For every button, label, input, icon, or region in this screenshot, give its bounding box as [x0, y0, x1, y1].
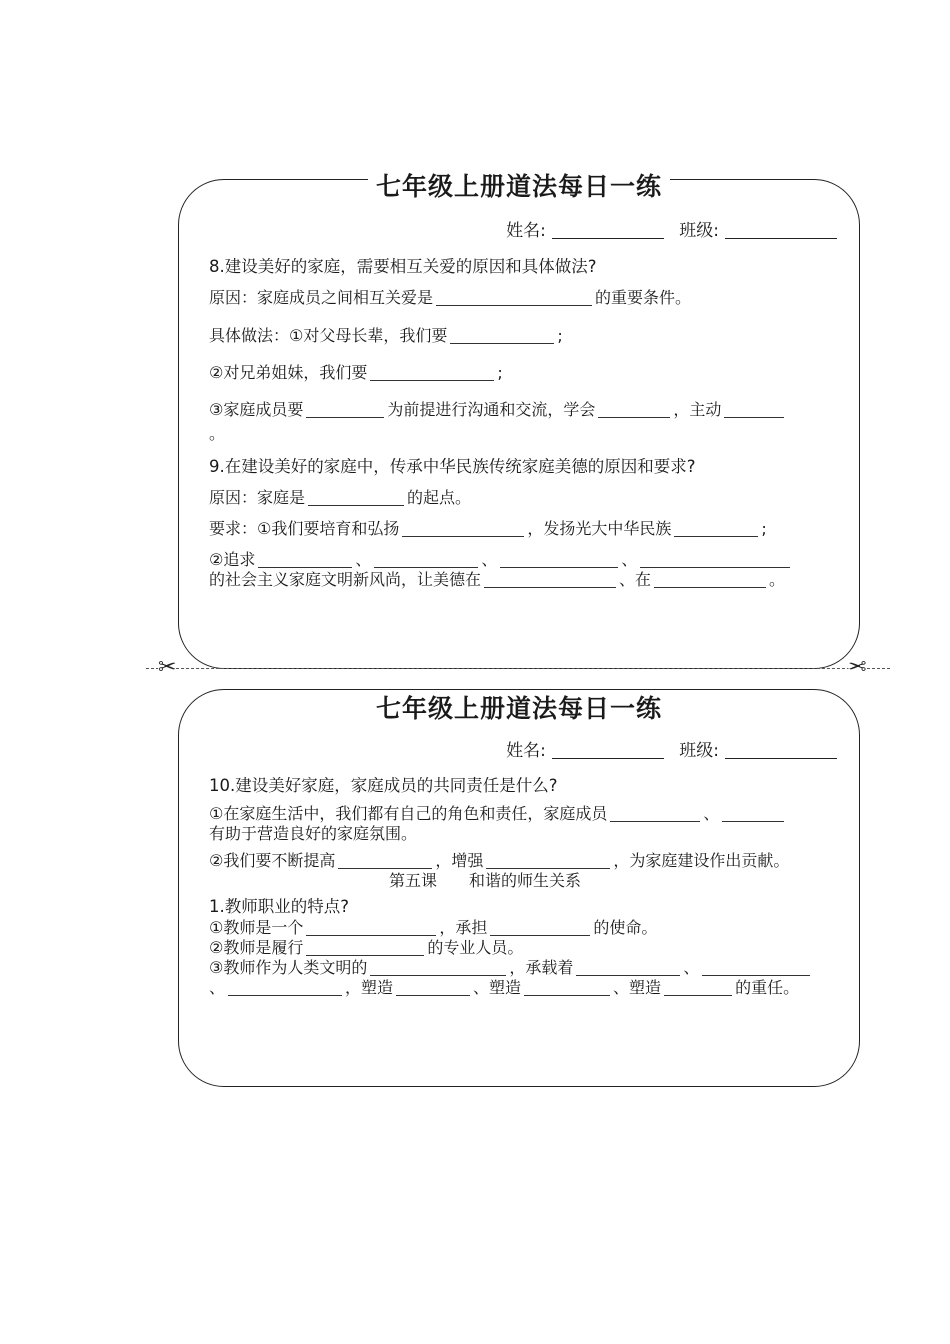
q1-answer-3: ③教师作为人类文明的 ，承载着 、 — [209, 958, 813, 978]
fill-blank[interactable] — [664, 978, 732, 996]
class-blank[interactable] — [725, 220, 837, 239]
question-8: 8.建设美好的家庭，需要相互关爱的原因和具体做法? — [209, 257, 597, 276]
fill-blank[interactable] — [654, 570, 766, 588]
worksheet-card-2 — [178, 689, 860, 1087]
fill-blank[interactable] — [486, 851, 610, 869]
scissors-icon: ✂ — [848, 655, 867, 680]
q8-method-2: ②对兄弟姐妹，我们要 ; — [209, 363, 503, 382]
lesson-heading: 第五课 和谐的师生关系 — [389, 871, 582, 890]
fill-blank[interactable] — [228, 978, 342, 996]
fill-blank[interactable] — [450, 326, 554, 344]
name-class-row — [506, 736, 847, 761]
class-blank[interactable] — [725, 740, 837, 759]
fill-blank[interactable] — [524, 978, 610, 996]
q9-requirement-2: ②追求 、 、 、 — [209, 550, 793, 570]
fill-blank[interactable] — [402, 519, 524, 537]
name-blank[interactable] — [552, 220, 664, 239]
card-title: 七年级上册道法每日一练 — [179, 172, 859, 202]
cut-line — [146, 668, 890, 669]
fill-blank[interactable] — [484, 570, 616, 588]
fill-blank[interactable] — [490, 918, 590, 936]
q8-reason: 原因：家庭成员之间相互关爱是 的重要条件。 — [209, 288, 692, 307]
fill-blank[interactable] — [576, 958, 680, 976]
name-class-row — [506, 216, 847, 241]
fill-blank[interactable] — [640, 550, 790, 568]
q1-answer-3b: 、 ，塑造 、塑造 、塑造 的重任。 — [209, 978, 800, 997]
q8-method-1: 具体做法：①对父母长辈，我们要 ; — [209, 326, 563, 345]
name-label: 姓名: — [506, 741, 546, 761]
q1-answer-2: ②教师是履行 的专业人员。 — [209, 938, 524, 957]
fill-blank[interactable] — [598, 400, 670, 418]
fill-blank[interactable] — [722, 804, 784, 822]
name-blank[interactable] — [552, 740, 664, 759]
q9-reason: 原因：家庭是 的起点。 — [209, 488, 472, 507]
class-label: 班级: — [679, 221, 719, 241]
fill-blank[interactable] — [724, 400, 784, 418]
fill-blank[interactable] — [308, 488, 404, 506]
q8-method-3: ③家庭成员要 为前提进行沟通和交流，学会 ，主动 — [209, 400, 787, 420]
worksheet-card-1 — [178, 172, 860, 669]
q10-answer-2: ②我们要不断提高 ，增强 ，为家庭建设作出贡献。 — [209, 851, 790, 870]
fill-blank[interactable] — [258, 550, 352, 568]
fill-blank[interactable] — [306, 400, 384, 418]
fill-blank[interactable] — [370, 958, 506, 976]
fill-blank[interactable] — [702, 958, 810, 976]
scissors-icon: ✂ — [158, 655, 177, 680]
fill-blank[interactable] — [610, 804, 700, 822]
fill-blank[interactable] — [500, 550, 618, 568]
q10-answer-1b: 有助于营造良好的家庭氛围。 — [209, 824, 418, 843]
fill-blank[interactable] — [370, 363, 494, 381]
q1-answer-1: ①教师是一个 ，承担 的使命。 — [209, 918, 658, 937]
fill-blank[interactable] — [436, 288, 592, 306]
fill-blank[interactable] — [374, 550, 478, 568]
name-label: 姓名: — [506, 221, 546, 241]
class-label: 班级: — [679, 741, 719, 761]
fill-blank[interactable] — [396, 978, 470, 996]
fill-blank[interactable] — [306, 938, 424, 956]
question-9: 9.在建设美好的家庭中，传承中华民族传统家庭美德的原因和要求? — [209, 457, 696, 476]
fill-blank[interactable] — [306, 918, 436, 936]
question-10: 10.建设美好家庭，家庭成员的共同责任是什么? — [209, 776, 558, 795]
q10-answer-1: ①在家庭生活中，我们都有自己的角色和责任，家庭成员 、 — [209, 804, 787, 824]
card-title: 七年级上册道法每日一练 — [179, 694, 859, 724]
q9-requirement-3: 的社会主义家庭文明新风尚，让美德在 、在 。 — [209, 570, 786, 589]
q9-requirement-1: 要求：①我们要培育和弘扬 ，发扬光大中华民族 ; — [209, 519, 767, 538]
fill-blank[interactable] — [338, 851, 432, 869]
question-1: 1.教师职业的特点? — [209, 897, 350, 916]
fill-blank[interactable] — [674, 519, 758, 537]
q8-method-3-end: 。 — [209, 424, 226, 443]
